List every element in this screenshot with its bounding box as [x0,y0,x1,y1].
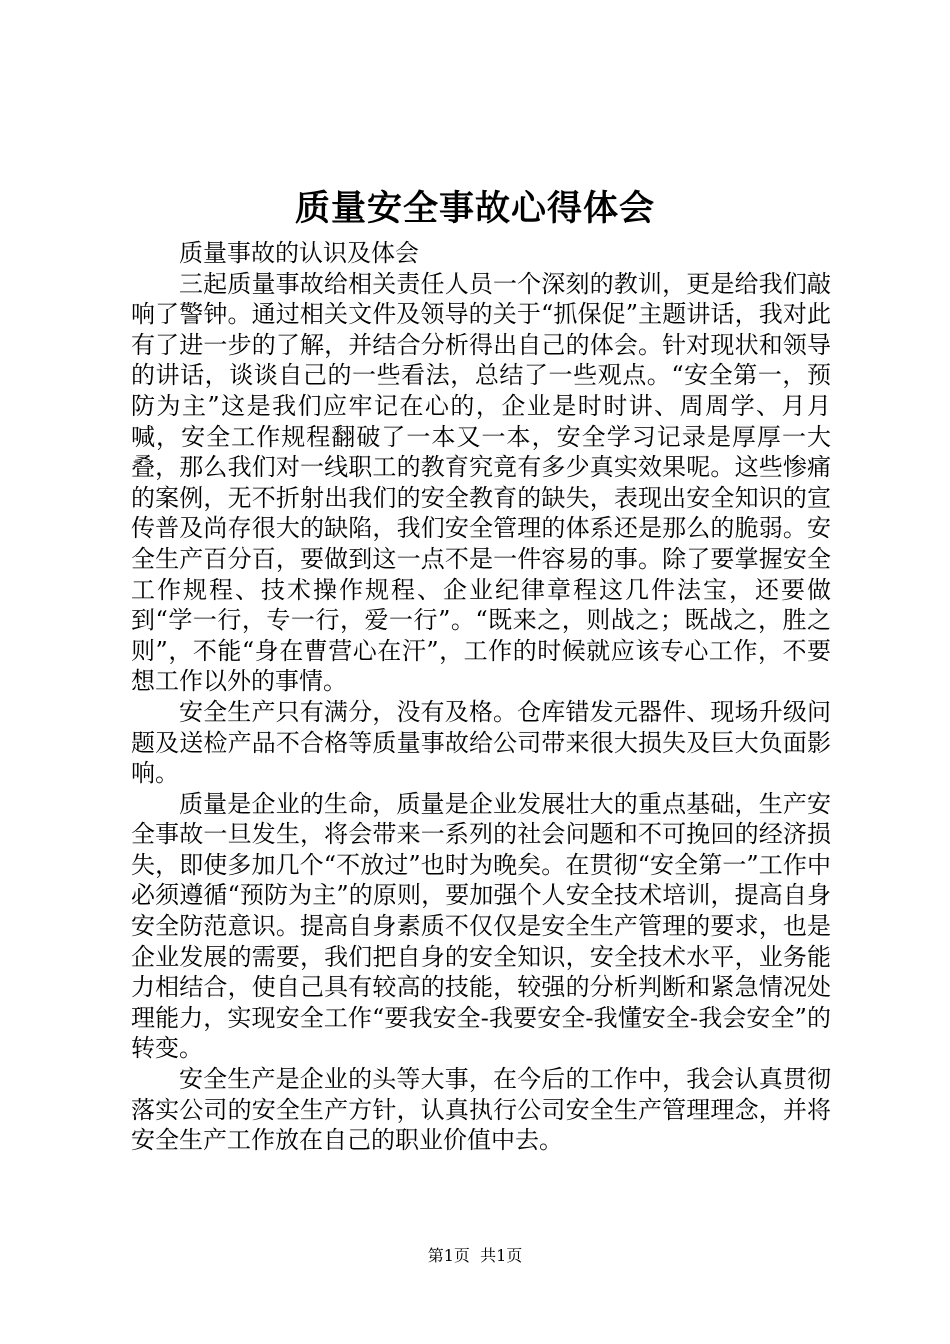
paragraph-subtitle: 质量事故的认识及体会 [179,239,419,267]
page-number: 第1页 [427,1246,470,1265]
document-body [131,238,831,1156]
paragraph-3: 质量是企业的生命，质量是企业发展壮大的重点基础，生产安全事故一旦发生，将会带来一系列的社会问题和不可挽回的经济损失，即使多加几个“不放过”也时为晚矣。在贯彻“安全第一”工作中必须遵循“预防为主”的原则，要加强个人安全技术培训，提高自身安全防范意识。提高自身素质不仅仅是安全生产管理的要求，也是企业发展的需要，我们把自身的安全知识，安全技术水平，业务能力相结合，使自己具有较高的技能，较强的分析判断和紧急情况处理能力，实现安全工作“要我安全-我要安全-我懂安全-我会安全”的转变。 [131,789,831,1063]
paragraph-4: 安全生产是企业的头等大事，在今后的工作中，我会认真贯彻落实公司的安全生产方针，认真执行公司安全生产管理理念，并将安全生产工作放在自己的职业价值中去。 [131,1065,831,1155]
page-footer [0,1244,950,1268]
document-title: 质量安全事故心得体会 [294,188,655,229]
paragraph-2: 安全生产只有满分，没有及格。仓库错发元器件、现场升级问题及送检产品不合格等质量事故给公司带来很大损失及巨大负面影响。 [131,697,831,788]
paragraph-1: 三起质量事故给相关责任人员一个深刻的教训，更是给我们敲响了警钟。通过相关文件及领导的关于“抓保促”主题讲话，我对此有了进一步的了解，并结合分析得出自己的体会。针对现状和领导的讲话，谈谈自己的一些看法，总结了一些观点。“安全第一，预防为主”这是我们应牢记在心的，企业是时时讲、周周学、月月喊，安全工作规程翻破了一本又一本，安全学习记录是厚厚一大叠，那么我们对一线职工的教育究竟有多少真实效果呢。这些惨痛的案例，无不折射出我们的安全教育的缺失，表现出安全知识的宣传普及尚存很大的缺陷，我们安全管理的体系还是那么的脆弱。安全生产百分百，要做到这一点不是一件容易的事。除了要掌握安全工作规程、技术操作规程、企业纪律章程这几件法宝，还要做到“学一行，专一行，爱一行”。“既来之，则战之；既战之，胜之则”，不能“身在曹营心在汗”，工作的时候就应该专心工作，不要想工作以外的事情。 [131,269,831,696]
footer-spacer [470,1246,480,1265]
page-total: 共1页 [480,1246,523,1265]
